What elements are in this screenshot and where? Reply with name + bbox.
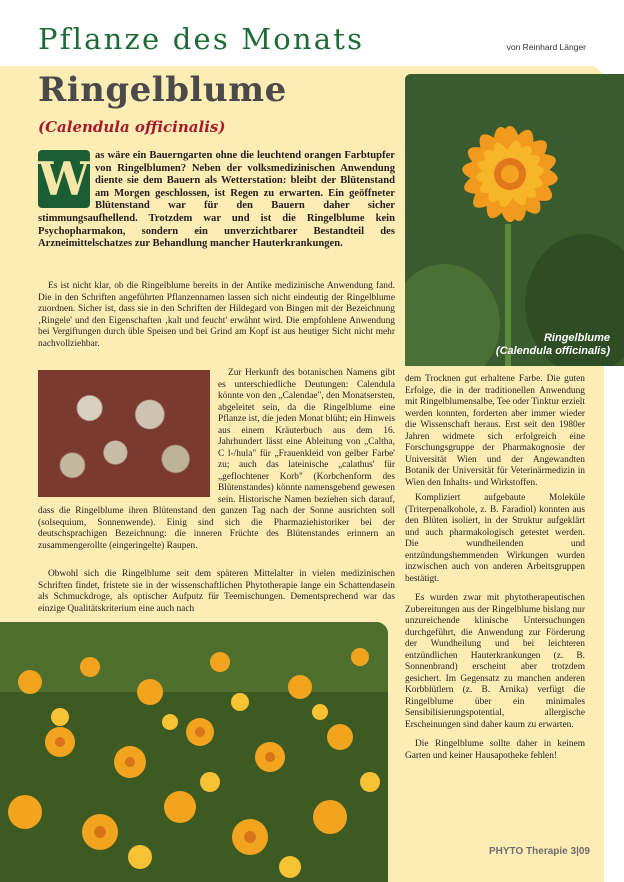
paragraph-2: Zur Herkunft des botanischen Namens gibt es unterschiedliche Deutungen: Calendula könnte von den „Calendae", den Monatsersten, abgeleitet sein, da die Ringelblume eine Pflanze ist, die jeden Monat blüht; ein Hinweis aus einem Kräuterbuch aus dem 16. Jahrhundert lässt eine Ableitung von „Caltha, C l-/hula" für „Frauenkleid von gelber Farbe' zu; auch das lateinische „calathus' für „geflochtener Korb" (Korbchenform des Blütenstandes) könnte namensgebend gewesen sein. Historische Namen beziehen sich darauf, dass die Ringelblume ihren Blütenstand den ganzen Tag nach der Sonne ausrichten soll (solsequium, Sonnenwende). Einig sind sich die Pharmaziehistoriker bei der deutschsprachigen Bezeichnung: die inneren Früchte des Blütenstandes erinnern an zusammengerollte (eingeringelte) Raupen.	[38, 368, 395, 551]
calendula-flower-photo	[405, 74, 624, 366]
paragraph-4: Kompliziert aufgebaute Moleküle (Triterpenalkohole, z. B. Faradiol) konnten aus den Blüten isoliert, in der Struktur aufgeklärt und auch pharmakologisch getestet werden. Die wundheilenden und entzündungshemmenden Wirkungen wurden inzwischen auch von anderen Arbeitsgruppen bestätigt.	[405, 493, 585, 584]
dropcap-letter: W	[38, 152, 90, 206]
article-title: Ringelblume	[38, 70, 287, 110]
caption-latin: (Calendula officinalis)	[495, 345, 610, 357]
latin-name: (Calendula officinalis)	[38, 118, 226, 136]
paragraph-3-continued: dem Trocknen gut erhaltene Farbe. Die guten Erfolge, die in der traditionellen Anwendung mit Ringelblumensalbe, Tee oder Tinktur erzielt werden konnten, forderten aber immer wieder die Wissenschaft heraus. Erst seit den 1980er Jahren widmete sich erfolgreich eine Forschungsgruppe der Pharmakognosie der Universität Wien und der Angewandten Botanik der Universität für Veterinärmedizin in Wien den Inhalts- und Wirkstoffen.	[405, 374, 585, 488]
paragraph-2-block	[38, 368, 395, 552]
journal-footer: PHYTO Therapie 3|09	[489, 846, 590, 857]
author-byline: von Reinhard Länger	[506, 42, 586, 52]
field-illustration	[0, 622, 388, 882]
lead-paragraph	[38, 150, 395, 251]
right-column	[405, 374, 585, 770]
flower-illustration	[405, 74, 624, 366]
calendula-field-photo	[0, 622, 388, 882]
photo-caption	[496, 332, 610, 358]
calendula-fruits-photo	[38, 370, 210, 497]
lead-text: as wäre ein Bauerngarten ohne die leuchtend orangen Farbtupfer von Ringelblumen? Neben der volksmedizinischen Anwendung diente sie dem Bauern als Wetterstation: bleibt der Blütenstand am Morgen geschlossen, ist Regen zu erwarten. Ein geöffneter Blütenstand war für den Bauern daher sicher stimmungsaufhellend. Trotzdem war und ist die Ringelblume kein Psychopharmakon, sondern ein unverzichtbarer Bestandteil des Arzneimittelschatzes zur Behandlung mancher Hauterkrankungen.	[38, 150, 395, 250]
series-title: Pflanze des Monats	[38, 22, 365, 56]
paragraph-3: Obwohl sich die Ringelblume seit dem späteren Mittelalter in vielen medizinischen Schriften findet, fristete sie in der wissenschaftlichen Phytotherapie lange ein Schattendasein als Schmuckdroge, als optischer Aufputz für Teemischungen. Dementsprechend war das einzige Qualitätskriterium eine auch nach	[38, 569, 395, 614]
paragraph-6: Die Ringelblume sollte daher in keinem Garten und keiner Hausapotheke fehlen!	[405, 739, 585, 761]
caption-title: Ringelblume	[543, 332, 610, 344]
paragraph-5: Es wurden zwar mit phytotherapeutischen Zubereitungen aus der Ringelblume bislang nur unzureichende klinische Untersuchungen durchgeführt, die Anwendung zur Förderung der Wundheilung und bei leichteren entzündlichen Hauterkrankungen (z. B. Sonnenbrand) erscheint aber trotzdem gesichert. Im Gegensatz zu manchen anderen Korbblütlern (z. B. Arnika) verfügt die Ringelblume über ein minimales Sensibilisierungspotential, allergische Erscheinungen sind daher kaum zu erwarten.	[405, 593, 585, 730]
paragraph-1: Es ist nicht klar, ob die Ringelblume bereits in der Antike medizinische Anwendung fand. Die in den Schriften angeführten Pflanzennamen lassen sich nicht eindeutig der Ringelblume zuordnen. Sicher ist, dass sie in den Schriften der Hildegard von Bingen mit der Bezeichnung ‚Ringele' und den Eigenschaften ‚kalt und feucht' erwähnt wird. Die empfohlene Anwendung bei Vergiftungen durch üble Speisen und bei Grind am Kopf ist aus heutiger Sicht nicht mehr nachvollziehbar.	[38, 281, 395, 349]
